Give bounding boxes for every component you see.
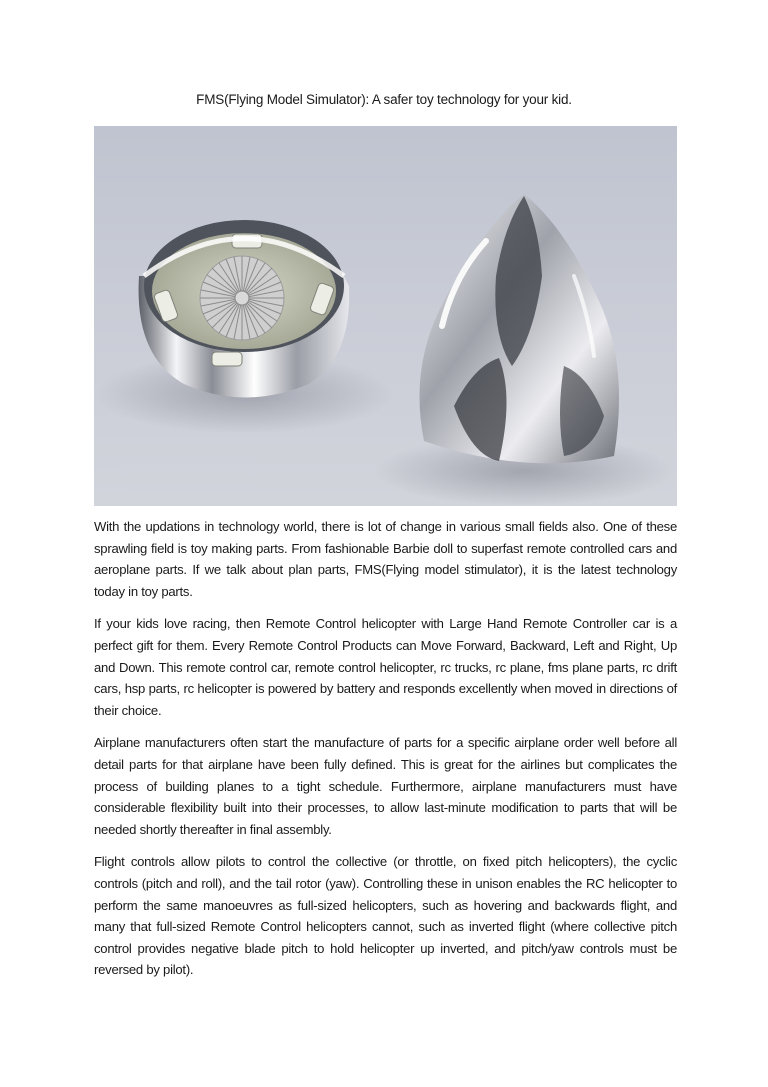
open-spinner-cup	[139, 220, 350, 398]
paragraph: With the updations in technology world, there is lot of change in various small fields also. One of these sprawling field is toy making parts. From fashionable Barbie doll to superfast remote controlled cars and aeroplane parts. If we talk about plan parts, FMS(Flying model stimulator), it is the latest technology today in toy parts.	[94, 519, 677, 599]
paragraph: Airplane manufacturers often start the manufacture of parts for a specific airplane order well before all detail parts for that airplane have been fully defined. This is great for the airlines but complicates the process of building planes to a tight schedule. Furthermore, airplane manufacturers must have considerable flexibility built into their processes, to allow last-minute modification to parts that will be needed shortly thereafter in final assembly.	[94, 735, 677, 837]
chrome-spinner-cone	[420, 194, 620, 463]
product-photo	[94, 126, 677, 506]
paragraph: If your kids love racing, then Remote Control helicopter with Large Hand Remote Controller car is a perfect gift for them. Every Remote Control Products can Move Forward, Backward, Left and Right, Up and Down. This remote control car, remote control helicopter, rc trucks, rc plane, fms plane parts, rc drift cars, hsp parts, rc helicopter is powered by battery and responds excellently when moved in directions of their choice.	[94, 616, 677, 718]
paragraph: Flight controls allow pilots to control the collective (or throttle, on fixed pitch helicopters), the cyclic controls (pitch and roll), and the tail rotor (yaw). Controlling these in unison enables the RC helicopter to perform the same manoeuvres as full-sized helicopters, such as hovering and backwards flight, and many that full-sized Remote Control helicopters cannot, such as inverted flight (where collective pitch control provides negative blade pitch to hold helicopter up inverted, and pitch/yaw controls must be reversed by pilot).	[94, 854, 677, 978]
page-title: FMS(Flying Model Simulator): A safer toy technology for your kid.	[196, 92, 572, 107]
article-body	[94, 516, 677, 992]
